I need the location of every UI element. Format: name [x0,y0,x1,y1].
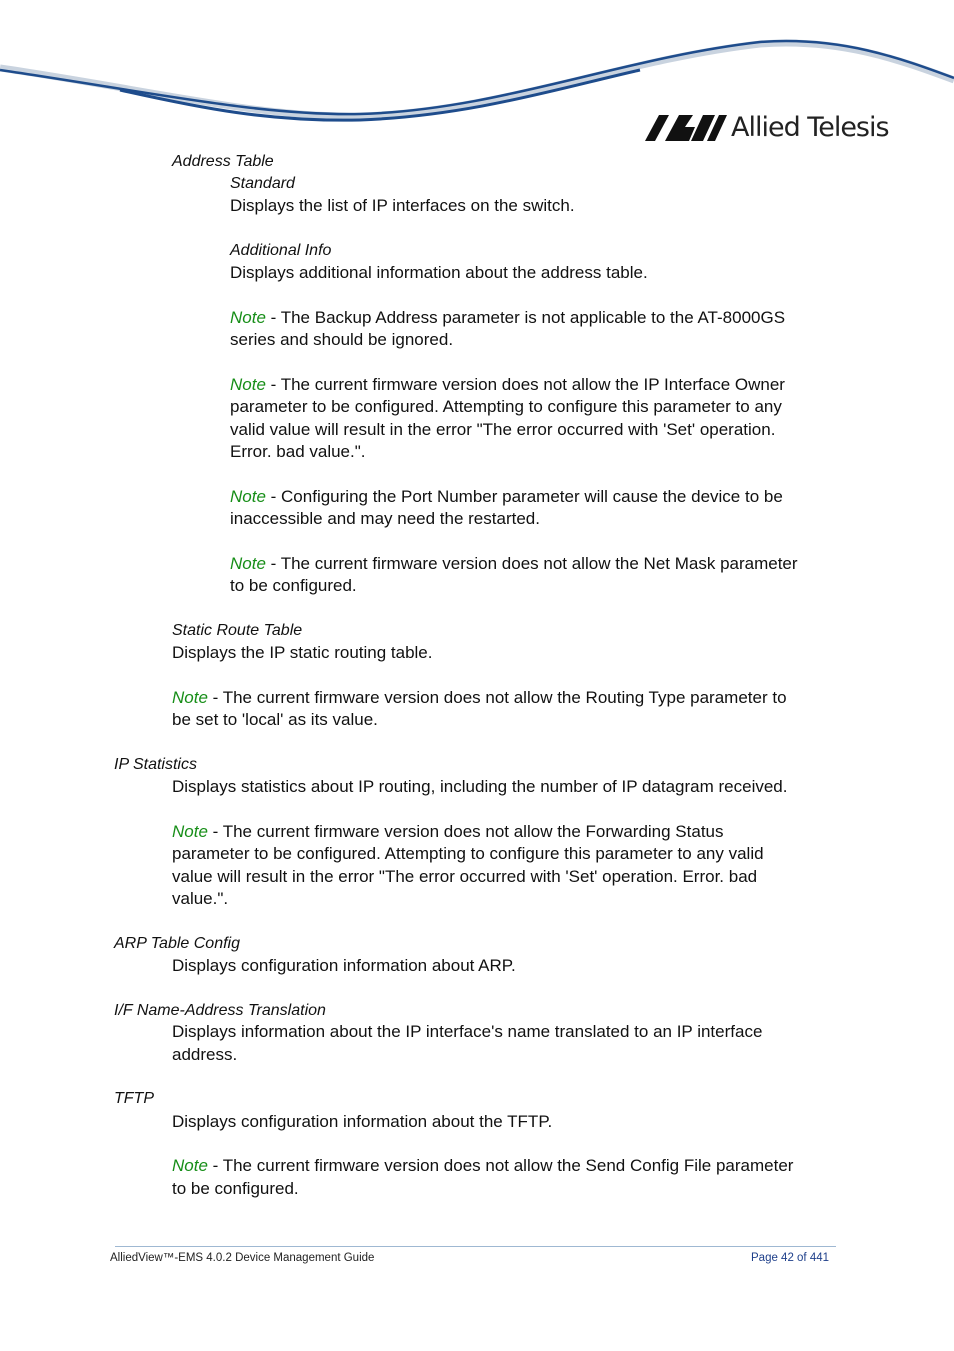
note-text-line: series and should be ignored. [230,330,454,349]
page-number: Page 42 of 441 [751,1252,830,1264]
logo-mark-icon [645,113,727,143]
note-label: Note [172,1156,208,1175]
footer-title: AlliedView™-EMS 4.0.2 Device Management Guide [110,1252,375,1264]
note-text-line: value will result in the error "The error occurred with 'Set' operation. Error. bad [172,867,758,886]
note-text: - Configuring the Port Number parameter will cause the device to be [265,487,783,506]
tftp-desc: Displays configuration information about the TFTP. [172,1112,553,1131]
note-text: - The current firmware version does not allow the Forwarding Status [207,822,724,841]
note-text: - The Backup Address parameter is not applicable to the AT-8000GS [265,308,786,327]
logo-text: Allied Telesis [731,112,889,143]
note-label: Note [230,487,266,506]
note-text-line: value.". [172,889,229,908]
note-label: Note [230,554,266,573]
note-text: - The current firmware version does not allow the Net Mask parameter [265,554,798,573]
note-text-line: to be configured. [230,576,357,595]
note-text-line: Error. bad value.". [230,442,366,461]
note-paragraph [230,553,798,575]
note-text: - The current firmware version does not allow the Routing Type parameter to [207,688,787,707]
note-text-line: be set to 'local' as its value. [172,710,378,729]
if-name-desc-line: address. [172,1045,238,1064]
if-name-heading: I/F Name-Address Translation [114,1002,326,1019]
arp-table-desc: Displays configuration information about ARP. [172,956,516,975]
address-table-heading: Address Table [172,153,274,170]
note-text: - The current firmware version does not allow the IP Interface Owner [265,375,785,394]
note-paragraph [230,374,785,396]
note-paragraph [230,307,785,329]
note-text-line: inaccessible and may need the restarted. [230,509,540,528]
note-paragraph [230,486,783,508]
additional-info-heading: Additional Info [230,242,332,259]
note-text-line: to be configured. [172,1179,299,1198]
if-name-desc: Displays information about the IP interface's name translated to an IP interface [172,1022,763,1041]
note-text-line: parameter to be configured. Attempting to configure this parameter to any [230,397,782,416]
additional-info-desc: Displays additional information about the address table. [230,263,648,282]
note-paragraph [172,821,724,843]
note-label: Note [230,375,266,394]
note-label: Note [230,308,266,327]
note-text-line: valid value will result in the error "The error occurred with 'Set' operation. [230,420,776,439]
standard-desc: Displays the list of IP interfaces on the switch. [230,196,575,215]
arp-table-heading: ARP Table Config [114,935,240,952]
note-paragraph [172,1155,793,1177]
note-paragraph [172,687,787,709]
tftp-heading: TFTP [114,1090,154,1107]
static-route-heading: Static Route Table [172,622,303,639]
ip-statistics-desc: Displays statistics about IP routing, including the number of IP datagram received. [172,777,788,796]
note-label: Note [172,688,208,707]
note-text: - The current firmware version does not allow the Send Config File parameter [207,1156,794,1175]
allied-telesis-logo [645,110,905,146]
note-label: Note [172,822,208,841]
ip-statistics-heading: IP Statistics [114,756,197,773]
footer-divider [115,1246,836,1247]
standard-heading: Standard [230,175,295,192]
note-text-line: parameter to be configured. Attempting to configure this parameter to any valid [172,844,764,863]
static-route-desc: Displays the IP static routing table. [172,643,433,662]
